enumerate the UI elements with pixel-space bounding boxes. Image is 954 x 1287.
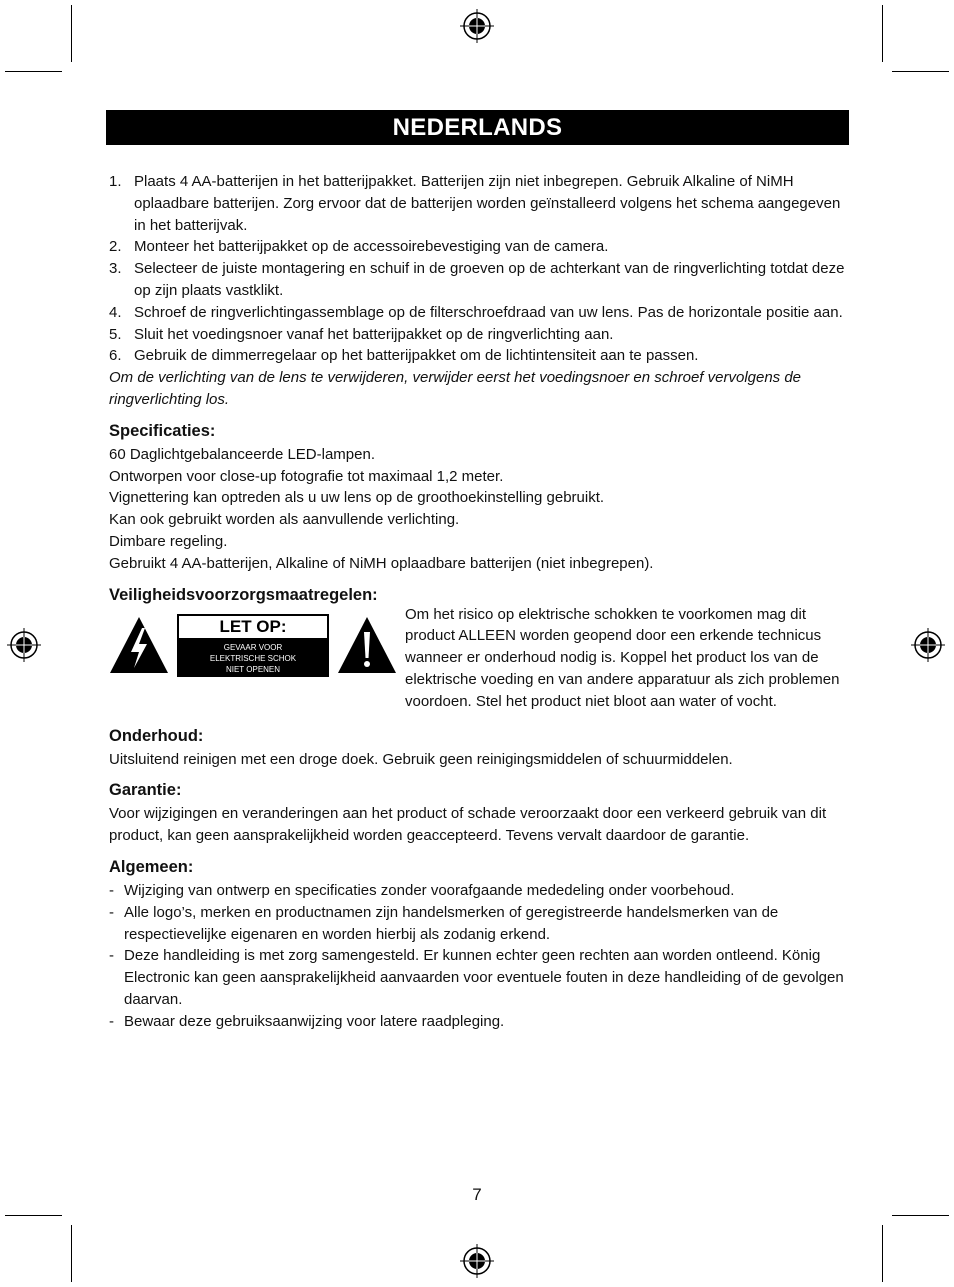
- registration-mark-icon: [911, 628, 945, 662]
- warranty-heading: Garantie:: [109, 781, 182, 800]
- list-item: [109, 902, 849, 946]
- banner-title: NEDERLANDS: [392, 113, 563, 141]
- list-dash: -: [109, 881, 114, 899]
- safety-heading: Veiligheidsvoorzorgsmaatregelen:: [109, 585, 378, 604]
- caution-label: [177, 614, 329, 677]
- crop-mark: [5, 71, 62, 72]
- list-text: Selecteer de juiste montagering en schuif in de groeven op de achterkant van de ringverlichting totdat deze op zijn plaats vastklikt.: [134, 260, 845, 299]
- warranty-text: Voor wijzigingen en veranderingen aan het product of schade veroorzaakt door een verkeerd gebruik van dit product, kan geen aansprakelijkheid worden geaccepteerd. Tevens vervalt daardoor de garantie.: [109, 805, 827, 845]
- instruction-list: [109, 171, 849, 367]
- list-item: [109, 258, 849, 302]
- list-text: Plaats 4 AA-batterijen in het batterijpakket. Batterijen zijn niet inbegrepen. Gebruik Alkaline of NiMH oplaadbare batterijen. Zorg ervoor dat de batterijen worden geïnstalleerd volgens het schema aangegeven in het batterijvak.: [134, 173, 841, 234]
- list-text: Gebruik de dimmerregelaar op het batterijpakket om de lichtintensiteit aan te passen.: [134, 347, 699, 365]
- list-item: [109, 1011, 849, 1033]
- spec-line: Ontworpen voor close-up fotografie tot maximaal 1,2 meter.: [109, 467, 504, 485]
- section-banner: [106, 110, 849, 145]
- list-item: [109, 324, 849, 346]
- spec-line: Kan ook gebruikt worden als aanvullende verlichting.: [109, 511, 460, 529]
- crop-mark: [71, 5, 72, 62]
- crop-mark: [892, 1215, 949, 1216]
- caution-title: LET OP:: [179, 616, 327, 638]
- page-number: 7: [472, 1185, 482, 1204]
- list-item: [109, 945, 849, 1010]
- crop-mark: [71, 1225, 72, 1282]
- crop-mark: [5, 1215, 62, 1216]
- list-number: 4.: [109, 303, 122, 321]
- specs-heading: Specificaties:: [109, 421, 216, 440]
- list-item: [109, 880, 849, 902]
- list-item: [109, 345, 849, 367]
- list-text: Deze handleiding is met zorg samengesteld. Er kunnen echter geen rechten aan worden ontleend. König Electronic kan geen aansprakelijkheid aanvaarden voor eventuele fouten in deze handleiding of de gevolgen daarvan.: [124, 947, 844, 1008]
- list-dash: -: [109, 947, 114, 965]
- caution-line: GEVAAR VOOR: [223, 642, 283, 652]
- crop-mark: [882, 5, 883, 62]
- warning-label: [109, 608, 405, 716]
- list-item: [109, 236, 849, 258]
- list-number: 5.: [109, 325, 122, 343]
- caution-line: ELEKTRISCHE SCHOK: [209, 653, 297, 663]
- spec-line: Dimbare regeling.: [109, 532, 228, 550]
- safety-text: Om het risico op elektrische schokken te voorkomen mag dit product ALLEEN worden geopend door een erkende technicus wanneer er onderhoud nodig is. Koppel het product los van de elektrische voeding en van andere apparatuur als zich problemen voordoen. Stel het product niet bloot aan water of vocht.: [405, 605, 840, 710]
- spec-line: Gebruikt 4 AA-batterijen, Alkaline of NiMH oplaadbare batterijen (niet inbegrepen).: [109, 554, 654, 572]
- general-heading: Algemeen:: [109, 857, 194, 876]
- electric-shock-warning-icon: [109, 616, 169, 674]
- list-text: Schroef de ringverlichtingassemblage op de filterschroefdraad van uw lens. Pas de horizontale positie aan.: [134, 303, 843, 321]
- list-text: Bewaar deze gebruiksaanwijzing voor latere raadpleging.: [124, 1012, 505, 1030]
- registration-mark-icon: [7, 628, 41, 662]
- list-number: 3.: [109, 260, 122, 278]
- spec-line: 60 Daglichtgebalanceerde LED-lampen.: [109, 445, 376, 463]
- list-text: Wijziging van ontwerp en specificaties zonder voorafgaande mededeling onder voorbehoud.: [124, 881, 735, 899]
- list-text: Sluit het voedingsnoer vanaf het batterijpakket op de ringverlichting aan.: [134, 325, 614, 343]
- registration-mark-icon: [460, 9, 494, 43]
- list-dash: -: [109, 903, 114, 921]
- list-text: Monteer het batterijpakket op de accessoirebevestiging van de camera.: [134, 238, 609, 256]
- maintenance-text: Uitsluitend reinigen met een droge doek. Gebruik geen reinigingsmiddelen of schuurmiddelen.: [109, 750, 733, 768]
- list-text: Alle logo’s, merken en productnamen zijn handelsmerken of geregistreerde handelsmerken van de respectievelijke eigenaren en worden hierbij als zodanig erkend.: [124, 903, 779, 943]
- registration-mark-icon: [460, 1244, 494, 1278]
- list-item: [109, 302, 849, 324]
- list-item: [109, 171, 849, 236]
- spec-line: Vignettering kan optreden als u uw lens op de groothoekinstelling gebruikt.: [109, 489, 605, 507]
- exclamation-warning-icon: [337, 616, 397, 674]
- maintenance-heading: Onderhoud:: [109, 726, 204, 745]
- caution-line: NIET OPENEN: [225, 664, 281, 674]
- list-number: 6.: [109, 347, 122, 365]
- list-number: 1.: [109, 173, 122, 190]
- list-dash: -: [109, 1012, 114, 1030]
- crop-mark: [892, 71, 949, 72]
- removal-note: Om de verlichting van de lens te verwijderen, verwijder eerst het voedingsnoer en schroef vervolgens de ringverlichting los.: [109, 369, 802, 408]
- page-content: [109, 171, 849, 1033]
- crop-mark: [882, 1225, 883, 1282]
- safety-block: [109, 605, 849, 716]
- list-number: 2.: [109, 238, 122, 256]
